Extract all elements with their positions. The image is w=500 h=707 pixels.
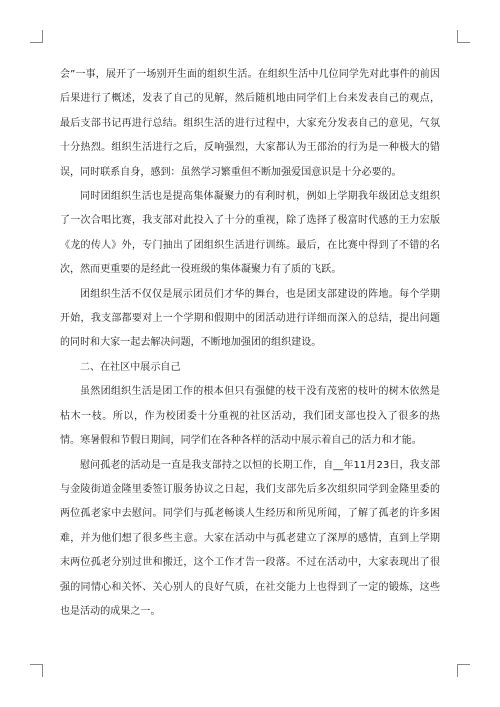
paragraph-3: 团组织生活不仅仅是展示团员们才华的舞台，也是团支部建设的阵地。每个学期开始，我支部都要对上一个学期和假期中的团活动进行详细而深入的总结，提出问题的同时和大家一起去解决问题，不断地加强团的组织建设。	[60, 288, 440, 349]
document-body	[60, 63, 440, 624]
paragraph-5: 慰问孤老的活动是一直是我支部持之以恒的长期工作，自__年11月23日，我支部与金陵街道金隆里委签订服务协议之日起，我们支部先后多次组织同学到金隆里委的两位孤老家中去慰问。同学们与孤老畅谈人生经历和所见所闻，了解了孤老的许多困难，并为他们想了很多些主意。大家在活动中与孤老建立了深厚的感情，直到上学期末两位孤老分别过世和搬迁，这个工作才告一段落。不过在活动中，大家表现出了很强的同情心和关怀、关心别人的良好气质，在社交能力上也得到了一定的锻炼，这些也是活动的成果之一。	[60, 459, 440, 617]
paragraph-4: 虽然团组织生活是团工作的根本但只有强健的枝干没有茂密的枝叶的树木依然是枯木一枝。所以，作为校团委十分重视的社区活动，我们团支部也投入了很多的热情。寒暑假和节假日期间，同学们在各种各样的活动中展示着自己的活力和才能。	[60, 386, 440, 447]
paragraph-2: 同时团组织生活也是提高集体凝聚力的有利时机，例如上学期我年级团总支组织了一次合唱比赛，我支部对此投入了十分的重视，除了选择了极富时代感的王力宏版《龙的传人》外，专门抽出了团组织生活进行训练。最后，在比赛中得到了不错的名次，然而更重要的是经此一役班级的集体凝聚力有了质的飞跃。	[60, 191, 440, 276]
crop-mark-bottom-left	[30, 664, 43, 677]
section-heading: 二、在社区中展示自己	[80, 361, 181, 373]
crop-mark-bottom-right	[457, 664, 470, 677]
crop-mark-top-left	[30, 30, 43, 43]
paragraph-1: 会”一事，展开了一场别开生面的组织生活。在组织生活中几位同学先对此事件的前因后果进行了概述，发表了自己的见解，然后随机地由同学们上台来发表自己的观点，最后支部书记再进行总结。组织生活的进行过程中，大家充分发表自己的意见，气氛十分热烈。组织生活进行之后，反响强烈，大家都认为王邵治的行为是一种极大的错误，同时联系自身，感到：虽然学习繁重但不断加强爱国意识是十分必要的。	[60, 69, 440, 178]
crop-mark-top-right	[457, 30, 470, 43]
